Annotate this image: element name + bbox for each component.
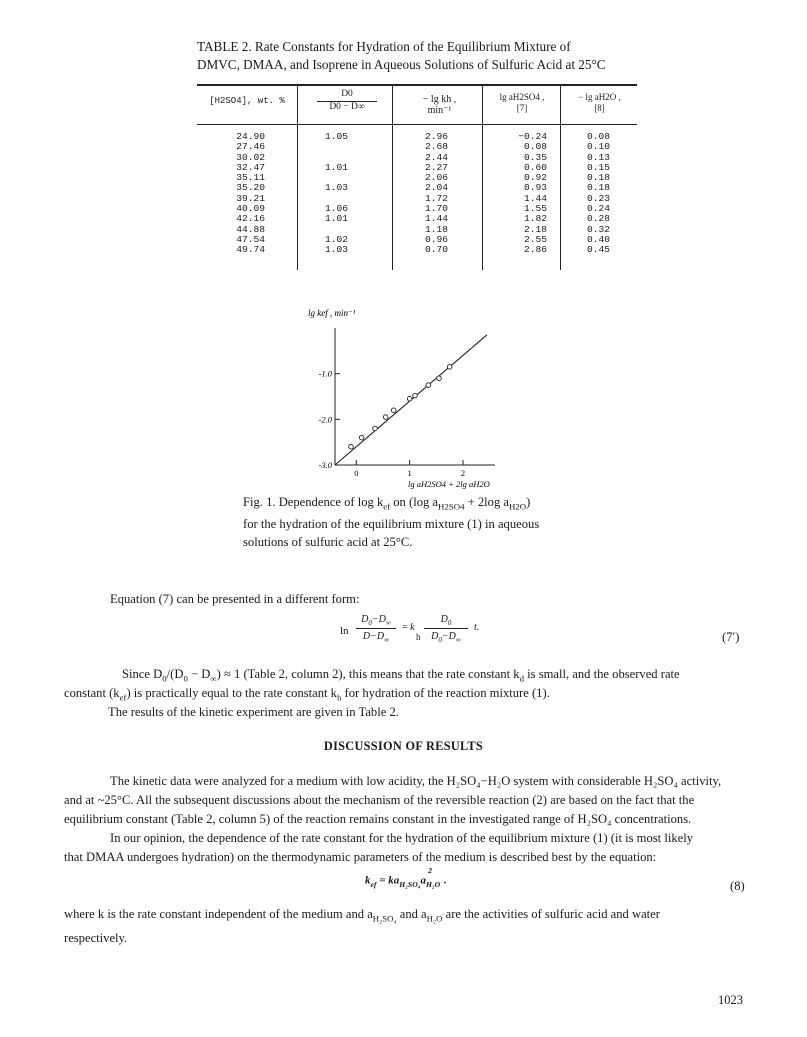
- p6-line-2: respectively.: [64, 930, 128, 945]
- table-cell: 2.18: [523, 223, 547, 235]
- table-cell: 0.13: [587, 151, 611, 163]
- table-cell: [325, 142, 365, 152]
- table-cell: 35.20: [236, 182, 265, 194]
- y-ticks: [319, 369, 340, 470]
- x-axis-label: lg aH2SO4 + 2lg aH2O: [408, 479, 490, 489]
- table-caption-line-1: TABLE 2. Rate Constants for Hydration of the Equilibrium Mixture of: [197, 39, 571, 54]
- paragraph-since-line-2: constant $(k_{ef})$ is practically equal to the rate constant $k_h$ for hydration of the reaction mixture (1).: [64, 686, 550, 703]
- table-top-rule: [197, 84, 637, 86]
- column-log-water-activity: [587, 132, 627, 256]
- data-point: [373, 426, 378, 431]
- table-cell: 2.86: [523, 244, 547, 256]
- caption-part: on (log a: [390, 495, 439, 509]
- paragraph-results: The results of the kinetic experiment are given in Table 2.: [108, 705, 399, 719]
- p2-part: is small, and the observed rate: [524, 667, 680, 681]
- x-tick-label: 1: [407, 468, 412, 478]
- p2-part: ) is practically equal to the rate constant k: [126, 686, 337, 700]
- rate-constants-table: [197, 84, 637, 270]
- y-tick-label: -1.0: [318, 368, 332, 379]
- table-cell: 2.96: [425, 131, 449, 142]
- header-log-water-activity-b: [8]: [594, 103, 605, 113]
- equation-7-prime-label: (7′): [722, 630, 740, 644]
- table-cell: 0.18: [587, 182, 611, 194]
- y-tick-label: -3.0: [318, 460, 332, 470]
- table-cell: 1.18: [425, 223, 449, 235]
- p5-line-1: In our opinion, the dependence of the rate constant for the hydration of the equilibrium mixture (1) (it is most likely: [110, 831, 694, 845]
- table-cell: 0.60: [523, 161, 547, 173]
- caption-sub: ef: [383, 501, 391, 512]
- x-tick-label: 0: [354, 468, 359, 478]
- figure-caption-line-3: solutions of sulfuric acid at 25°C.: [243, 534, 413, 549]
- p6-part: are the activities of sulfuric acid and water: [442, 907, 660, 921]
- table-cell: 0.23: [587, 192, 611, 204]
- data-point: [349, 444, 354, 449]
- table-cell: 2.55: [523, 233, 547, 245]
- table-divider-3: [482, 84, 483, 270]
- header-ratio: [307, 89, 387, 113]
- table-cell: 0.70: [425, 244, 449, 256]
- table-cell: 1.06: [325, 203, 349, 215]
- table-cell: 1.03: [325, 182, 349, 194]
- table-cell: 1.03: [325, 244, 349, 256]
- p4-line-2: and at ~25°C. All the subsequent discussions about the mechanism of the reversible reaction (2) are based on the fact that the: [64, 793, 695, 807]
- data-point: [426, 383, 431, 388]
- figure-caption-line-2: for the hydration of the equilibrium mixture (1) in aqueous: [243, 517, 540, 532]
- column-log-acid-activity: [497, 132, 547, 256]
- p6-part: where k is the rate constant independent of the medium and a: [64, 907, 373, 921]
- p2-part: Since D: [122, 667, 163, 681]
- data-point: [413, 393, 418, 398]
- paragraph-discussion-1: [64, 772, 754, 829]
- data-point: [407, 396, 412, 401]
- table-cell: 0.10: [587, 141, 611, 153]
- table-cell: −0.24: [518, 131, 547, 142]
- figure-caption-line-1: [243, 494, 583, 516]
- p2-part: − D: [187, 667, 211, 681]
- p2-part: /(D: [166, 667, 184, 681]
- table-cell: 1.01: [325, 161, 349, 173]
- equation-8-label: (8): [730, 879, 745, 893]
- paragraph-where: where k is the rate constant independent of the medium and $a_{H_2SO_4}$ and $a_{H_2O}$ are the activities of sulfuric acid and water respectively.: [64, 905, 754, 948]
- table-cell: 0.35: [523, 151, 547, 163]
- p4-line-3: equilibrium constant (Table 2, column 5) of the reaction remains constant in the investigated range of H₂SO₄ concentrations.: [64, 812, 692, 826]
- paragraph-eq7-intro: Equation (7) can be presented in a different form:: [110, 592, 360, 606]
- table-cell: 0.32: [587, 223, 611, 235]
- caption-part: Fig. 1. Dependence of log k: [243, 495, 384, 509]
- data-point: [359, 435, 364, 440]
- table-divider-1: [297, 84, 298, 270]
- table-cell: 2.44: [425, 151, 449, 163]
- p2-part: constant (k: [64, 686, 120, 700]
- equation-8: $k_{ef} = ka_{H_2SO_4}a_{H_2O}^2$.: [365, 866, 447, 889]
- data-point: [447, 365, 452, 370]
- table-cell: 30.02: [236, 151, 265, 163]
- p2-part: ) ≈ 1 (Table 2, column 2), this means that the rate constant k: [216, 667, 520, 681]
- header-log-water-activity: [562, 92, 637, 114]
- header-ratio-denominator: D0 − D∞: [317, 101, 377, 113]
- figure-1-plot: [300, 300, 510, 490]
- header-ratio-numerator: D0: [341, 89, 353, 99]
- header-log-acid-activity: [484, 92, 560, 114]
- header-log-acid-activity-a: lg aH2SO4 ,: [499, 92, 545, 102]
- table-cell: 44.88: [236, 223, 265, 235]
- table-cell: 40.09: [236, 203, 265, 215]
- caption-sub: H2O: [509, 501, 527, 512]
- page-number: 1023: [718, 993, 743, 1007]
- table-caption-line-2: DMVC, DMAA, and Isoprene in Aqueous Solutions of Sulfuric Acid at 25°C: [197, 57, 606, 72]
- header-log-kh-b: min⁻¹: [427, 105, 452, 116]
- table-divider-2: [392, 84, 393, 270]
- table-cell: 0.24: [587, 203, 611, 215]
- table-cell: 39.21: [236, 192, 265, 204]
- table-cell: 24.90: [236, 131, 265, 142]
- table-cell: 0.45: [587, 244, 611, 256]
- p4-line-1: The kinetic data were analyzed for a medium with low acidity, the H₂SO₄−H₂O system with considerable H₂SO₄ activity,: [110, 774, 722, 788]
- table-cell: 1.02: [325, 233, 349, 245]
- table-cell: 1.72: [425, 192, 449, 204]
- table-cell: 42.16: [236, 213, 265, 225]
- header-log-kh-a: − lg kh ,: [422, 94, 457, 105]
- table-cell: 2.68: [425, 141, 449, 153]
- table-cell: 27.46: [236, 141, 265, 153]
- table-cell: 0.96: [425, 233, 449, 245]
- column-log-kh: [425, 132, 465, 256]
- p5-line-2: that DMAA undergoes hydration) on the thermodynamic parameters of the medium is described best by the equation:: [64, 850, 657, 864]
- section-heading-discussion: DISCUSSION OF RESULTS: [323, 739, 484, 753]
- column-ratio: [325, 132, 365, 256]
- table-cell: 0.93: [523, 182, 547, 194]
- table-cell: 2.06: [425, 172, 449, 184]
- data-point: [437, 376, 442, 381]
- y-axis-label: lg kef , min⁻¹: [308, 308, 356, 318]
- p2-part: for hydration of the reaction mixture (1).: [341, 686, 550, 700]
- table-cell: 0.92: [523, 172, 547, 184]
- y-tick-label: -2.0: [318, 414, 332, 425]
- table-cell: 2.27: [425, 161, 449, 173]
- caption-part: ): [526, 495, 531, 509]
- table-cell: 0.08: [587, 131, 611, 142]
- table-cell: 1.05: [325, 131, 349, 142]
- table-cell: 47.54: [236, 233, 265, 245]
- table-divider-4: [560, 84, 561, 270]
- x-tick-label: 2: [460, 468, 466, 478]
- header-log-kh: [397, 94, 482, 116]
- column-acid-concentration: [225, 132, 265, 256]
- data-points: [349, 365, 452, 450]
- p6-part: and a: [396, 907, 427, 921]
- table-cell: 1.82: [523, 213, 547, 225]
- header-acid-concentration: [H2SO4], wt. %: [209, 96, 285, 106]
- table-caption: [197, 38, 637, 74]
- table-cell: 1.44: [425, 213, 449, 225]
- table-cell: 0.08: [523, 141, 547, 153]
- table-cell: 0.28: [587, 213, 611, 225]
- table-cell: 1.01: [325, 213, 349, 225]
- data-point: [383, 415, 388, 420]
- table-cell: 35.11: [236, 172, 265, 184]
- table-cell: 0.40: [587, 233, 611, 245]
- paragraph-discussion-2: [64, 829, 754, 867]
- table-cell: 49.74: [236, 244, 265, 256]
- figure-caption: [243, 494, 583, 551]
- caption-sub: H2SO4: [438, 501, 465, 512]
- table-cell: 1.44: [523, 192, 547, 204]
- caption-part: + 2log a: [464, 495, 510, 509]
- equation-7-prime: ln $D_0-D_\infty$ $D-D_\infty$ = k h $D_0$ $D_0-D_\infty$ t.: [340, 614, 480, 644]
- table-cell: 1.55: [523, 203, 547, 215]
- table-cell: 2.04: [425, 182, 449, 194]
- x-ticks: [354, 460, 465, 478]
- table-cell: 32.47: [236, 161, 265, 173]
- paragraph-since-line-1: Since $D_0/(D_0 - D_\infty) \approx 1$ (Table 2, column 2), this means that the rate constant $k_d$ is small, and the observed rate: [122, 667, 680, 684]
- table-cell: 0.15: [587, 161, 611, 173]
- header-log-acid-activity-b: [7]: [516, 103, 528, 113]
- table-cell: 0.18: [587, 172, 611, 184]
- table-header-rule: [197, 124, 637, 125]
- table-cell: 1.70: [425, 203, 449, 215]
- data-point: [391, 408, 396, 413]
- header-log-water-activity-a: − lg aH2O ,: [578, 92, 621, 102]
